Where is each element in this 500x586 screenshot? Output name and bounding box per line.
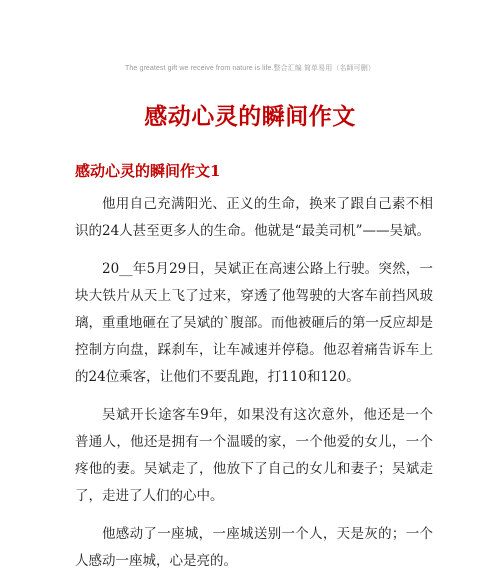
body-text — [75, 191, 433, 586]
document-title: 感动心灵的瞬间作文 — [144, 103, 356, 130]
section-heading: 感动心灵的瞬间作文1 — [75, 162, 221, 180]
header-note: The greatest gift we receive from nature is life.整合汇编 简单易用（名師可删） — [125, 65, 375, 72]
paragraph-1: 他用自己充满阳光、正义的生命，换来了跟自己素不相识的24人甚至更多人的生命。他就是“最美司机”——吴斌。 — [75, 196, 433, 239]
paragraph-3: 吴斌开长途客车9年，如果没有这次意外，他还是一个普通人，他还是拥有一个温暖的家，一个他爱的女儿，一个疼他的妻。吴斌走了，他放下了自己的女儿和妻子；吴斌走了，走进了人们的心中。 — [75, 407, 433, 504]
paragraph-2: 20__年5月29日，吴斌正在高速公路上行驶。突然，一块大铁片从天上飞了过来，穿透了他驾驶的大客车前挡风玻璃，重重地砸在了吴斌的`腹部。而他被砸后的第一反应却是控制方向盘，踩刹车，让车减速并停稳。他忍着痛告诉车上的24位乘客，让他们不要乱跑，打110和120。 — [75, 261, 433, 385]
paragraph-4: 他感动了一座城，一座城送别一个人，天是灰的；一个人感动一座城，心是亮的。 — [75, 526, 433, 569]
